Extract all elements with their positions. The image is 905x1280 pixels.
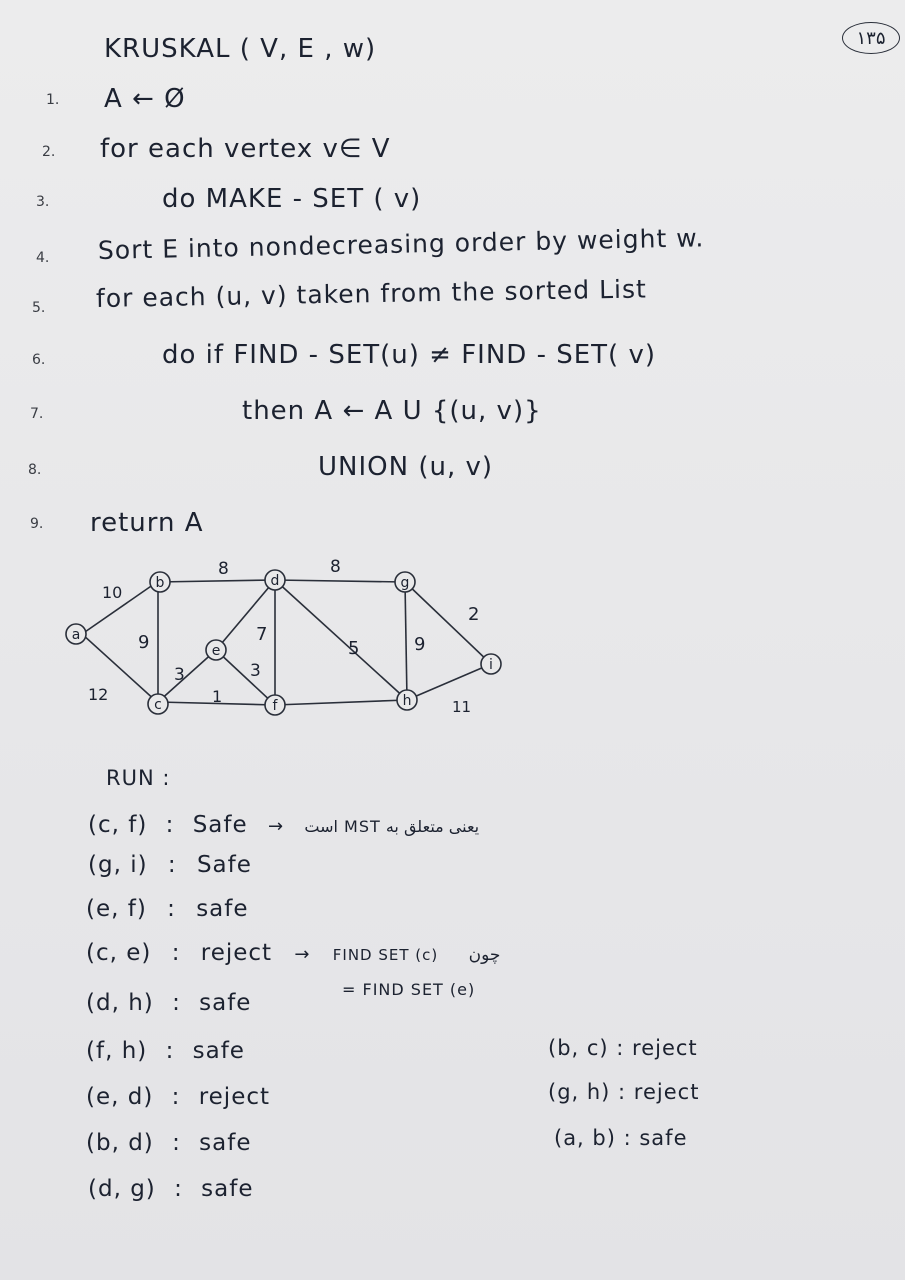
run-step [88,852,252,878]
run-step [86,896,249,922]
weight-cf: 1 [212,687,223,706]
step-edge: (c, e) [86,940,152,966]
side-step: (a, b) : safe [554,1126,688,1150]
node-label-b: b [155,575,165,591]
step-result: Safe [192,812,248,838]
code-line: do if FIND - SET(u) ≠ FIND - SET( v) [162,340,656,370]
line-number: 5. [32,300,46,316]
line-number: 2. [42,144,56,160]
code-line: then A ← A U {(u, v)} [242,396,542,426]
step-edge: (d, g) [88,1176,156,1202]
line-number: 6. [32,352,46,368]
line-number: 8. [28,462,42,478]
arrow-icon: → [294,944,311,965]
weight-dg: 8 [330,557,341,577]
run-step [86,1038,245,1064]
code-line: A ← Ø [104,84,186,114]
step-edge: (d, h) [86,990,154,1016]
node-label-d: d [270,573,280,589]
page-number: ١٣۵ [842,22,900,54]
step-result: safe [192,1038,245,1064]
step-result: safe [201,1176,254,1202]
step-sep: : [165,1038,175,1064]
node-label-g: g [400,575,410,591]
line-number: 3. [36,194,50,210]
node-label-a: a [71,627,81,643]
code-line: for each (u, v) taken from the sorted List [95,274,647,313]
step-result: reject [200,940,273,966]
step-edge: (f, h) [86,1038,148,1064]
weight-bd: 8 [218,559,229,579]
edge-hi [407,664,491,700]
step-edge: (e, f) [86,896,147,922]
code-line: Sort E into nondecreasing order by weight w. [97,223,705,265]
step-sep: : [171,1084,181,1110]
step-result: safe [196,896,249,922]
side-step: (b, c) : reject [548,1036,698,1060]
node-label-f: f [272,698,278,714]
edge-bd [157,580,275,582]
code-line: do MAKE - SET ( v) [162,184,422,214]
algorithm-title: KRUSKAL ( V, E , w) [104,34,377,64]
step-sep: : [171,940,181,966]
run-step [86,990,251,1016]
code-line: for each vertex v∈ V [100,134,391,164]
reason-find-set-c: FIND SET (c) [332,946,439,964]
line-number: 7. [30,406,44,422]
node-label-e: e [211,643,221,659]
weight-ed: 7 [256,624,268,645]
step-edge: (b, d) [86,1130,154,1156]
run-step [86,1084,270,1110]
edge-ce [158,650,216,702]
persian-note: چون [468,945,501,965]
weight-ce: 3 [174,665,185,685]
edge-dh [275,580,407,700]
weight-ef: 3 [250,661,261,681]
edge-dg [275,580,405,582]
code-line: return A [90,508,204,538]
arrow-icon: → [267,816,285,837]
step-edge: (e, d) [86,1084,154,1110]
weight-ab: 10 [102,583,123,602]
run-label: RUN : [106,766,171,790]
line-number: 9. [30,516,44,532]
run-step [86,1130,251,1156]
step-sep: : [167,852,177,878]
step-edge: (c, f) [88,812,148,838]
run-step [86,940,500,966]
weight-dh: 5 [348,638,360,659]
step-sep: : [174,1176,183,1202]
step-sep: : [167,896,176,922]
code-line: UNION (u, v) [318,452,494,482]
line-number: 1. [46,92,60,108]
run-step [88,812,479,838]
weight-bc: 9 [138,632,150,653]
node-label-h: h [402,693,412,709]
edge-ef [216,650,275,705]
weight-gi: 2 [468,604,480,625]
edge-gh [405,582,407,700]
reason-find-set-e: = FIND SET (e) [342,980,476,999]
step-result: safe [199,990,252,1016]
node-label-i: i [489,657,493,673]
step-result: reject [198,1084,271,1110]
line-number: 4. [36,250,50,266]
step-result: safe [199,1130,252,1156]
step-edge: (g, i) [88,852,148,878]
step-sep: : [172,1130,181,1156]
run-step [88,1176,253,1202]
step-sep: : [172,990,181,1016]
weight-ac: 12 [88,685,109,704]
edge-fh [275,700,407,705]
step-sep: : [165,812,175,838]
side-step: (g, h) : reject [548,1080,700,1104]
step-result: Safe [196,852,252,878]
weight-gh: 9 [414,634,426,655]
persian-note: یعنی متعلق به MST است [304,817,480,836]
graph-diagram [0,540,905,770]
node-label-c: c [154,697,162,713]
weight-hi: 11 [452,698,472,716]
